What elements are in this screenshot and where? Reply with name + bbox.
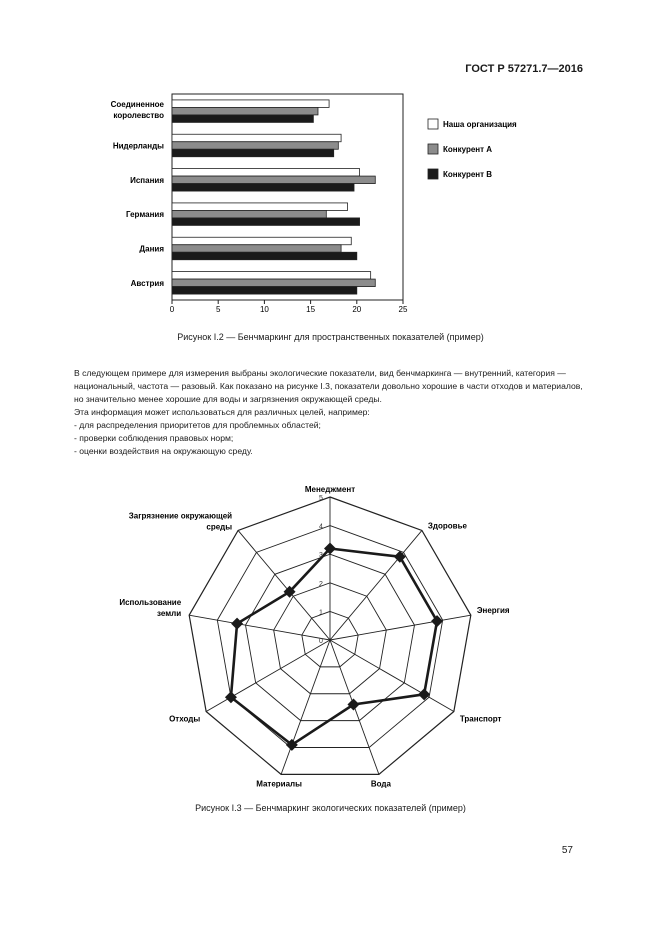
radar-spoke xyxy=(206,640,330,712)
radar-axis-label: Отходы xyxy=(169,714,201,724)
legend-label-0: Наша организация xyxy=(443,120,517,129)
radar-spoke xyxy=(330,615,471,640)
bar-legend xyxy=(428,119,517,179)
bar-3-2 xyxy=(172,218,360,226)
radar-axis-label: Энергия xyxy=(476,606,510,616)
radar-spoke xyxy=(330,530,422,640)
bar-x-tick-label: 10 xyxy=(259,305,269,314)
bar-1-0 xyxy=(172,134,341,142)
radar-tick-label: 4 xyxy=(319,523,323,531)
bar-category-label: Дания xyxy=(139,244,164,254)
bar-3-0 xyxy=(172,203,348,211)
legend-label-1: Конкурент А xyxy=(443,145,493,154)
radar-tick-label: 1 xyxy=(319,609,323,617)
bar-category-label: Германия xyxy=(125,210,164,220)
bar-4-2 xyxy=(172,252,357,260)
bar-category-label: Австрия xyxy=(130,278,164,288)
radar-tick-label: 5 xyxy=(319,495,323,502)
legend-swatch-2 xyxy=(428,169,438,179)
paragraph-1: В следующем примере для измерения выбраны экологические показатели, вид бенчмаркинга — внутренний, категория — национальный, частота — разовый. Как показано на рисунке I.3, показатели довольно хорошие в части отходов и материалов, но значительно менее хорошие для воды и загрязнения окружающей среды. xyxy=(74,368,583,404)
radar-marker xyxy=(231,618,243,630)
bar-plot-frame xyxy=(172,94,403,300)
figure-caption-i2: Рисунок I.2 — Бенчмаркинг для пространственных показателей (пример) xyxy=(177,332,484,342)
radar-tick-labels xyxy=(319,495,323,645)
bar-5-1 xyxy=(172,279,375,287)
radar-axis-label: Здоровье xyxy=(427,521,467,531)
body-text xyxy=(74,367,592,458)
bar-category-label: Нидерланды xyxy=(112,141,164,151)
bar-0-0 xyxy=(172,100,329,108)
legend-swatch-1 xyxy=(428,144,438,154)
radar-tick-label: 0 xyxy=(319,638,323,645)
legend-label-2: Конкурент B xyxy=(443,170,493,179)
bar-x-tick-label: 25 xyxy=(398,305,408,314)
document-code: ГОСТ Р 57271.7—2016 xyxy=(465,63,583,75)
bar-3-1 xyxy=(172,210,326,218)
paragraph-2: Эта информация может использоваться для различных целей, например: xyxy=(74,407,370,417)
bullet-2: - проверки соблюдения правовых норм; xyxy=(74,433,234,443)
bar-axis xyxy=(170,300,408,314)
bar-chart xyxy=(0,80,661,325)
bar-5-0 xyxy=(172,272,371,280)
bar-4-0 xyxy=(172,237,351,245)
figure-caption-i3: Рисунок I.3 — Бенчмаркинг экологических показателей (пример) xyxy=(195,803,466,813)
bar-1-2 xyxy=(172,149,334,157)
bar-5-2 xyxy=(172,287,357,295)
bar-4-1 xyxy=(172,245,341,253)
bar-plot-area xyxy=(172,94,403,300)
radar-tick-label: 3 xyxy=(319,552,323,560)
page-number: 57 xyxy=(561,845,573,856)
radar-marker xyxy=(418,688,430,700)
radar-axis-label: Транспорт xyxy=(459,714,502,724)
bar-category-label: Соединенное королевство xyxy=(110,100,164,121)
bar-2-2 xyxy=(172,184,354,192)
bar-x-tick-label: 20 xyxy=(352,305,362,314)
radar-axis-label: Использование земли xyxy=(119,598,182,619)
radar-spoke xyxy=(330,640,454,712)
radar-axis-label: Менеджмент xyxy=(304,485,356,494)
bar-0-2 xyxy=(172,115,313,123)
radar-axis-label: Материалы xyxy=(256,779,302,789)
radar-axis-labels xyxy=(119,485,510,788)
bar-1-1 xyxy=(172,142,338,150)
radar-grid xyxy=(189,497,471,774)
radar-spoke xyxy=(238,530,330,640)
bar-x-tick-label: 15 xyxy=(306,305,316,314)
radar-series-line xyxy=(231,548,437,744)
legend-swatch-0 xyxy=(428,119,438,129)
bar-0-1 xyxy=(172,107,318,115)
bar-2-0 xyxy=(172,169,360,177)
radar-tick-label: 2 xyxy=(319,580,323,588)
bullet-3: - оценки воздействия на окружающую среду. xyxy=(74,446,253,456)
bar-x-tick-label: 5 xyxy=(215,305,221,314)
bar-x-tick-label: 0 xyxy=(169,305,175,314)
radar-spoke xyxy=(189,615,330,640)
radar-spoke xyxy=(281,640,330,774)
bullet-1: - для распределения приоритетов для проблемных областей; xyxy=(74,420,321,430)
bar-category-label: Испания xyxy=(130,175,164,185)
radar-axis-label: Вода xyxy=(370,779,391,789)
radar-chart xyxy=(0,470,661,800)
bar-2-1 xyxy=(172,176,375,184)
bar-category-labels xyxy=(111,100,165,288)
radar-axis-label: Загрязнение окружающей среды xyxy=(128,511,233,532)
